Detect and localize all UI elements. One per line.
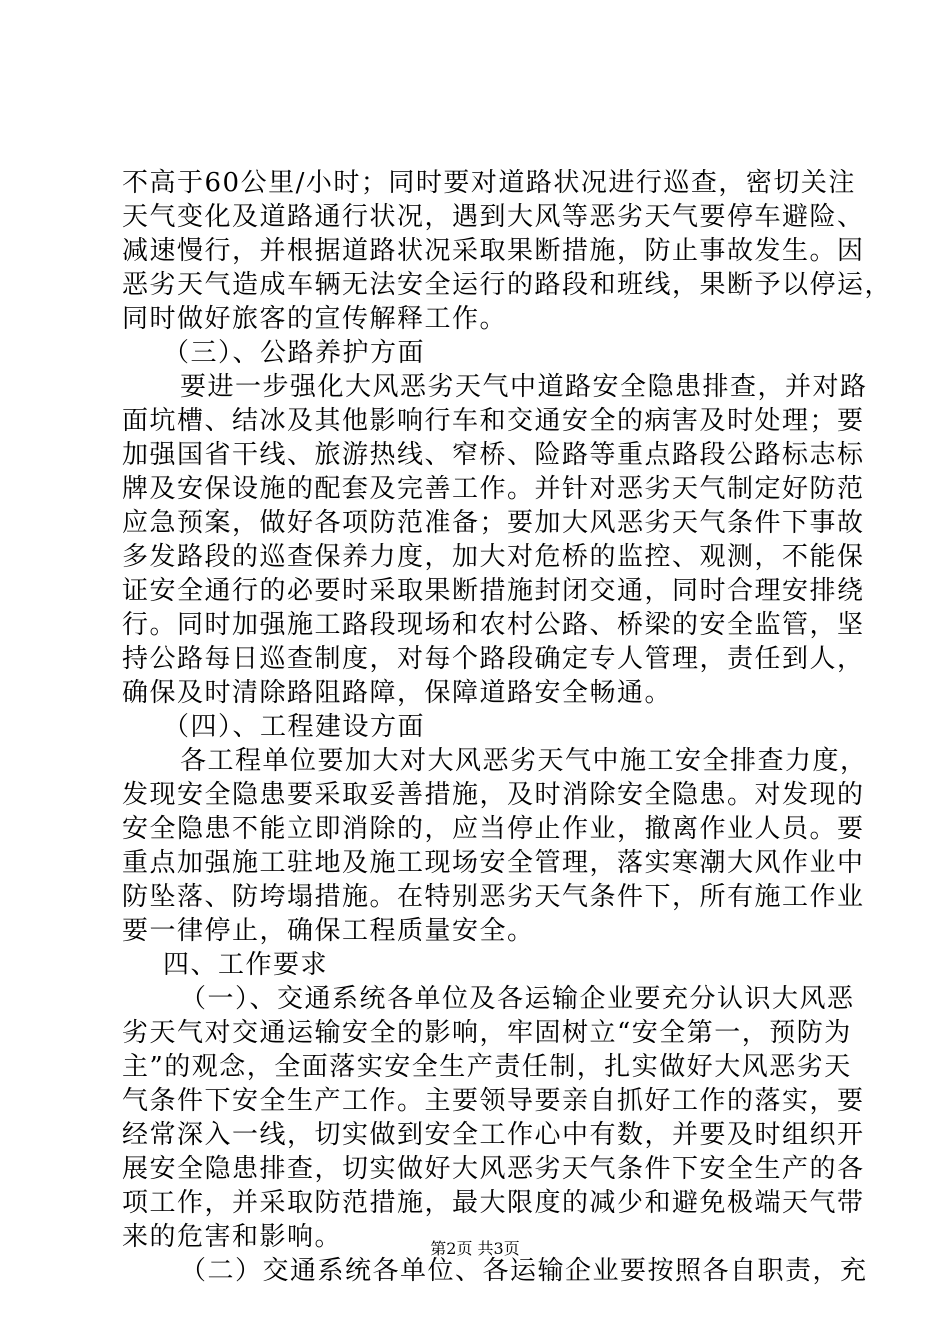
text-line: 天气变化及道路通行状况，遇到大风等恶劣天气要停车避险、: [122, 202, 865, 232]
text-line: 行。同时加强施工路段现场和农村公路、桥梁的安全监管，坚: [122, 610, 865, 640]
text-line: 防坠落、防垮塌措施。在特别恶劣天气条件下，所有施工作业: [122, 882, 865, 912]
page-footer: 第2页 共3页: [430, 1239, 520, 1258]
text-line: 发现安全隐患要采取妥善措施，及时消除安全隐患。对发现的: [122, 780, 865, 810]
section-heading: （四）、工程建设方面: [163, 712, 426, 742]
text-line: 持公路每日巡查制度，对每个路段确定专人管理，责任到人，: [122, 644, 865, 674]
text-line: 气条件下安全生产工作。主要领导要亲自抓好工作的落实，要: [122, 1086, 865, 1116]
text-line: 确保及时清除路阻路障，保障道路安全畅通。: [122, 678, 673, 708]
text-line: 证安全通行的必要时采取果断措施封闭交通，同时合理安排绕: [122, 576, 865, 606]
text-line: 面坑槽、结冰及其他影响行车和交通安全的病害及时处理；要: [122, 406, 865, 436]
text-line: 劣天气对交通运输安全的影响，牢固树立“安全第一，预防为: [122, 1018, 852, 1048]
text-line: 同时做好旅客的宣传解释工作。: [122, 304, 508, 334]
text-line: 牌及安保设施的配套及完善工作。并针对恶劣天气制定好防范: [122, 474, 865, 504]
text-line: 多发路段的巡查保养力度，加大对危桥的监控、观测，不能保: [122, 542, 865, 572]
text-line: 不高于60公里/小时；同时要对道路状况进行巡查，密切关注: [122, 168, 856, 198]
section-heading: 四、工作要求: [163, 950, 329, 980]
text-line: 各工程单位要加大对大风恶劣天气中施工安全排查力度，: [180, 746, 868, 776]
text-line: （二）交通系统各单位、各运输企业要按照各自职责，充: [180, 1256, 868, 1286]
section-heading: （三）、公路养护方面: [163, 338, 426, 368]
text-line: 项工作，并采取防范措施，最大限度的减少和避免极端天气带: [122, 1188, 865, 1218]
text-line: 安全隐患不能立即消除的，应当停止作业，撤离作业人员。要: [122, 814, 865, 844]
text-line: 应急预案，做好各项防范准备；要加大风恶劣天气条件下事故: [122, 508, 865, 538]
text-line: 主”的观念，全面落实安全生产责任制，扎实做好大风恶劣天: [122, 1052, 852, 1082]
text-line: 重点加强施工驻地及施工现场安全管理，落实寒潮大风作业中: [122, 848, 865, 878]
text-line: 经常深入一线，切实做到安全工作心中有数，并要及时组织开: [122, 1120, 865, 1150]
text-line: 要进一步强化大风恶劣天气中道路安全隐患排查，并对路: [180, 372, 868, 402]
text-line: 恶劣天气造成车辆无法安全运行的路段和班线，果断予以停运，: [122, 270, 893, 300]
text-line: 要一律停止，确保工程质量安全。: [122, 916, 535, 946]
text-line: 来的危害和影响。: [122, 1222, 343, 1252]
text-line: 展安全隐患排查，切实做好大风恶劣天气条件下安全生产的各: [122, 1154, 865, 1184]
text-line: 加强国省干线、旅游热线、窄桥、险路等重点路段公路标志标: [122, 440, 865, 470]
text-line: 减速慢行，并根据道路状况采取果断措施，防止事故发生。因: [122, 236, 865, 266]
text-line: （一）、交通系统各单位及各运输企业要充分认识大风恶: [180, 984, 855, 1014]
